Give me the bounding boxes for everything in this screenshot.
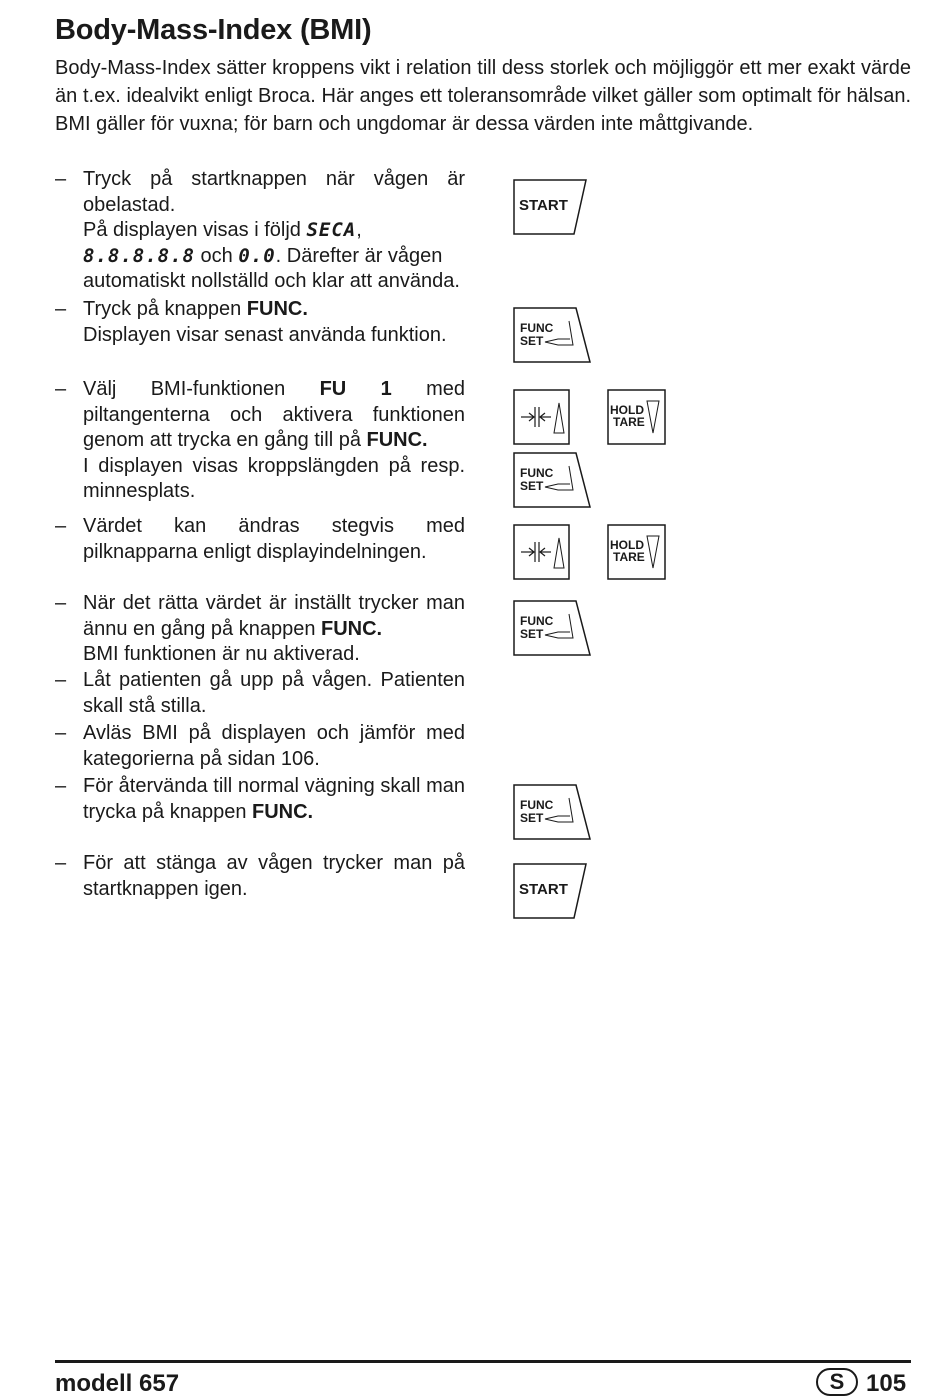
step-bold: FU 1 <box>319 378 392 400</box>
step-change-value <box>55 514 465 565</box>
lcd-eights: 8.8.8.8.8 <box>83 244 195 267</box>
list-dash: – <box>55 775 67 797</box>
lcd-seca: SECA <box>306 219 357 241</box>
list-dash: – <box>55 669 67 691</box>
tare-label: TARE <box>613 415 645 429</box>
list-dash: – <box>55 515 67 537</box>
step-patient <box>55 668 465 719</box>
page-number: 105 <box>866 1370 907 1397</box>
step-text: På displayen visas i följd <box>83 219 307 241</box>
set-label: SET <box>520 811 544 825</box>
separator: , <box>356 219 362 241</box>
step-text: Avläs BMI på displayen och jämför med kategorierna på sidan 106. <box>83 722 465 770</box>
start-label: START <box>519 881 568 898</box>
step-bold: FUNC. <box>246 298 308 320</box>
set-label: SET <box>520 334 544 348</box>
step-read-bmi <box>55 721 465 772</box>
language-badge: S <box>816 1368 858 1396</box>
hold-tare-button-icon <box>607 524 669 580</box>
list-dash: – <box>55 852 67 874</box>
step-return <box>55 774 465 825</box>
step-start <box>55 167 465 295</box>
step-text: . Därefter är vågen automatiskt nollställd och klar att använda. <box>83 244 460 292</box>
func-label: FUNC <box>520 321 554 335</box>
list-dash: – <box>55 168 67 190</box>
step-text: BMI funktionen är nu aktiverad. <box>83 643 360 665</box>
step-turn-off <box>55 851 465 902</box>
tare-label: TARE <box>613 550 645 564</box>
func-label: FUNC <box>520 614 554 628</box>
step-text: Tryck på startknappen när vågen är obelastad. <box>83 168 465 216</box>
step-text: I displayen visas kroppslängden på resp. minnesplats. <box>83 454 465 502</box>
func-label: FUNC <box>520 798 554 812</box>
start-button-icon <box>513 179 589 235</box>
step-text: Låt patienten gå upp på vågen. Patienten skall stå stilla. <box>83 669 465 717</box>
step-text: Välj BMI-funktionen <box>83 378 320 400</box>
step-bold: FUNC. <box>366 429 428 451</box>
step-text: Displayen visar senast använda funktion. <box>83 323 447 346</box>
intro-paragraph: Body-Mass-Index sätter kroppens vikt i relation till dess storlek och möjliggör ett mer exakt värde än t.ex. idealvikt enligt Broca. Här anges ett toleransområde vilket gäller som optimalt för hälsan. BMI gäller för vuxna; för barn och ungdomar är dessa värden inte måttgivande. <box>55 57 911 135</box>
arrow-button-icon <box>513 524 573 580</box>
hold-label: HOLD <box>610 538 644 552</box>
step-text: Värdet kan ändras stegvis med pilknapparna enligt displayindelningen. <box>83 515 465 563</box>
start-button-icon <box>513 863 589 919</box>
step-text: När det rätta värdet är inställt trycker man ännu en gång på knappen <box>83 592 465 640</box>
list-dash: – <box>55 298 67 320</box>
step-bold: FUNC. <box>252 800 314 823</box>
step-func <box>55 297 465 348</box>
arrow-button-icon <box>513 389 573 445</box>
list-dash: – <box>55 722 67 744</box>
lcd-zero: 0.0 <box>238 244 276 267</box>
step-text: Tryck på knappen <box>83 298 247 320</box>
footer-model: modell 657 <box>55 1370 180 1397</box>
set-label: SET <box>520 627 544 641</box>
step-select-bmi <box>55 377 465 505</box>
step-text: För att stänga av vågen trycker man på startknappen igen. <box>83 852 465 900</box>
hold-label: HOLD <box>610 403 644 417</box>
func-set-button-icon <box>513 307 593 363</box>
set-label: SET <box>520 479 544 493</box>
func-set-button-icon <box>513 784 593 840</box>
func-set-button-icon <box>513 600 593 656</box>
list-dash: – <box>55 592 67 614</box>
step-confirm <box>55 591 465 668</box>
func-set-button-icon <box>513 452 593 508</box>
step-bold: FUNC. <box>321 617 383 640</box>
page-title: Body-Mass-Index (BMI) <box>55 14 372 46</box>
step-text: och <box>200 244 239 267</box>
step-text: med piltangenterna och aktivera funktionen genom att trycka en gång till på <box>83 378 465 451</box>
start-label: START <box>519 197 568 214</box>
step-text: För återvända till normal vägning skall man trycka på knappen <box>83 775 465 823</box>
footer-divider <box>55 1360 911 1363</box>
hold-tare-button-icon <box>607 389 669 445</box>
list-dash: – <box>55 378 67 400</box>
func-label: FUNC <box>520 466 554 480</box>
